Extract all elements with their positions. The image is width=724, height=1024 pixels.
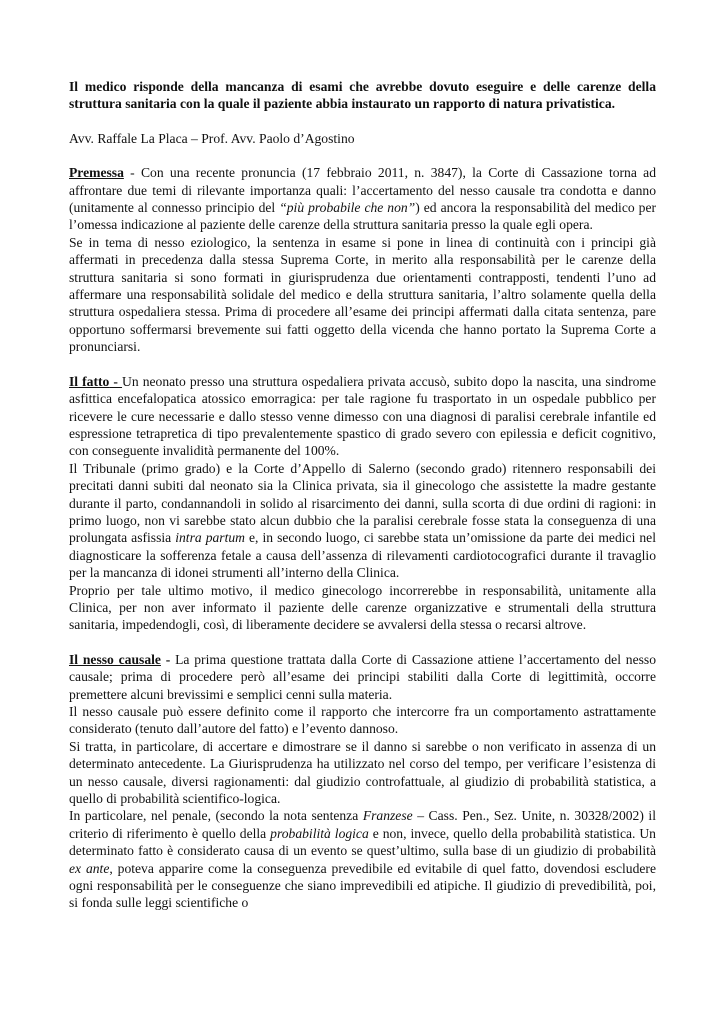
fatto-paragraph-3: Proprio per tale ultimo motivo, il medico ginecologo incorrerebbe in responsabilità, unitamente alla Clinica, per non aver informato il paziente delle carenze organizzative e strumentali della struttura sanitaria, impedendogli, così, di liberamente decidere se avvalersi della stessa o recarsi altrove. — [69, 582, 656, 633]
document-title: Il medico risponde della mancanza di esami che avrebbe dovuto eseguire e delle carenze della struttura sanitaria con la quale il paziente abbia instaurato un rapporto di natura privatistica. — [69, 79, 656, 112]
nesso-paragraph-3: Si tratta, in particolare, di accertare e dimostrare se il danno si sarebbe o non verificato in assenza di un determinato antecedente. La Giurisprudenza ha utilizzato nel corso del tempo, per verificare l’esistenza di un nesso causale, diversi ragionamenti: dal giudizio controfattuale, al giudizio di probabilità statistica, a quello di probabilità scientifico-logica. — [69, 738, 656, 807]
nesso-paragraph-2: Il nesso causale può essere definito come il rapporto che intercorre fra un comportamento astrattamente considerato (tenuto dall’autore del fatto) e l’evento dannoso. — [69, 704, 656, 737]
fatto-heading: Il fatto — [69, 373, 110, 389]
premessa-paragraph-1: Premessa - Con una recente pronuncia (17 febbraio 2011, n. 3847), la Corte di Cassazione torna ad affrontare due temi di rilevante importanza quali: l’accertamento del nesso causale tra condotta e danno (unitamente al connesso principio del “più probabile che non”) ed ancora la responsabilità del medico per l’omessa indicazione al paziente delle carenze della struttura sanitaria presso la quale egli opera. — [69, 165, 657, 233]
nesso-paragraph-4: In particolare, nel penale, (secondo la nota sentenza Franzese – Cass. Pen., Sez. Unite, n. 30328/2002) il criterio di riferimento è quello della probabilità logica e non, invece, quello della probabilità statistica. Un determinato fatto è considerato causa di un evento se quest’ultimo, sulla base di un giudizio di probabilità ex ante, poteva apparire come la conseguenza prevedibile ed evitabile di quel fatto, dovendosi escludere ogni responsabilità per le conseguenze che siano imprevedibili ed atipiche. Il giudizio di prevedibilità, poi, si fonda sulle leggi scientifiche o — [69, 808, 656, 911]
section-premessa — [69, 164, 656, 355]
premessa-paragraph-2: Se in tema di nesso eziologico, la sentenza in esame si pone in linea di continuità con i principi già affermati in precedenza dalla stessa Suprema Corte, in merito alla responsabilità per le carenze della struttura sanitaria si sono formati in giurisprudenza due orientamenti contrapposti, tendenti l’uno ad affermare una responsabilità solidale del medico e della struttura sanitaria, l’altro solamente quella della struttura ospedaliera stessa. Prima di procedere all’esame dei principi affermati dalla citata sentenza, pare opportuno soffermarsi brevemente sui fatti oggetto della vicenda che hanno portato la Suprema Corte a pronunciarsi. — [69, 234, 656, 355]
premessa-heading: Premessa — [69, 165, 124, 181]
section-fatto — [69, 373, 656, 634]
document-authors: Avv. Raffale La Placa – Prof. Avv. Paolo d’Agostino — [69, 130, 355, 146]
section-nesso-causale — [69, 651, 656, 912]
document-page — [69, 78, 656, 912]
nesso-paragraph-1: Il nesso causale - La prima questione trattata dalla Corte di Cassazione attiene l’accertamento del nesso causale; prima di procedere però all’esame dei principi stabiliti dalla Corte di legittimità, occorre premettere alcuni brevissimi e semplici cenni sulla materia. — [69, 651, 657, 702]
nesso-heading: Il nesso causale — [69, 651, 161, 667]
fatto-paragraph-1: Il fatto - Un neonato presso una struttura ospedaliera privata accusò, subito dopo la nascita, una sindrome asfittica encefalopatica atossico emorragica: per tale ragione fu trasportato in un ospedale pubblico per ricevere le cure necessarie e dallo stesso venne dimesso con una diagnosi di paralisi cerebrale infantile ed espressione tetrapretica di tipo prevalentemente spastico di grado severo con epilessia e deficit cognitivo, con conseguente invalidità permanente del 100%. — [69, 373, 657, 459]
fatto-paragraph-2: Il Tribunale (primo grado) e la Corte d’Appello di Salerno (secondo grado) ritennero responsabili dei precitati danni subiti dal neonato sia la Clinica privata, sia il ginecologo che assistette la madre gestante durante il parto, condannandoli in solido al risarcimento dei danni, sulla scorta di due ordini di ragioni: in primo luogo, non vi sarebbe stato alcun dubbio che la paralisi cerebrale fosse stata la conseguenza di una prolungata asfissia intra partum e, in secondo luogo, ci sarebbe stata un’omissione da parte dei medici nel diagnosticare la sofferenza fetale a causa dell’assenza di rilevamenti cardiotocografici durante il travaglio per la mancanza di idonei strumenti all’interno della Clinica. — [69, 460, 656, 581]
